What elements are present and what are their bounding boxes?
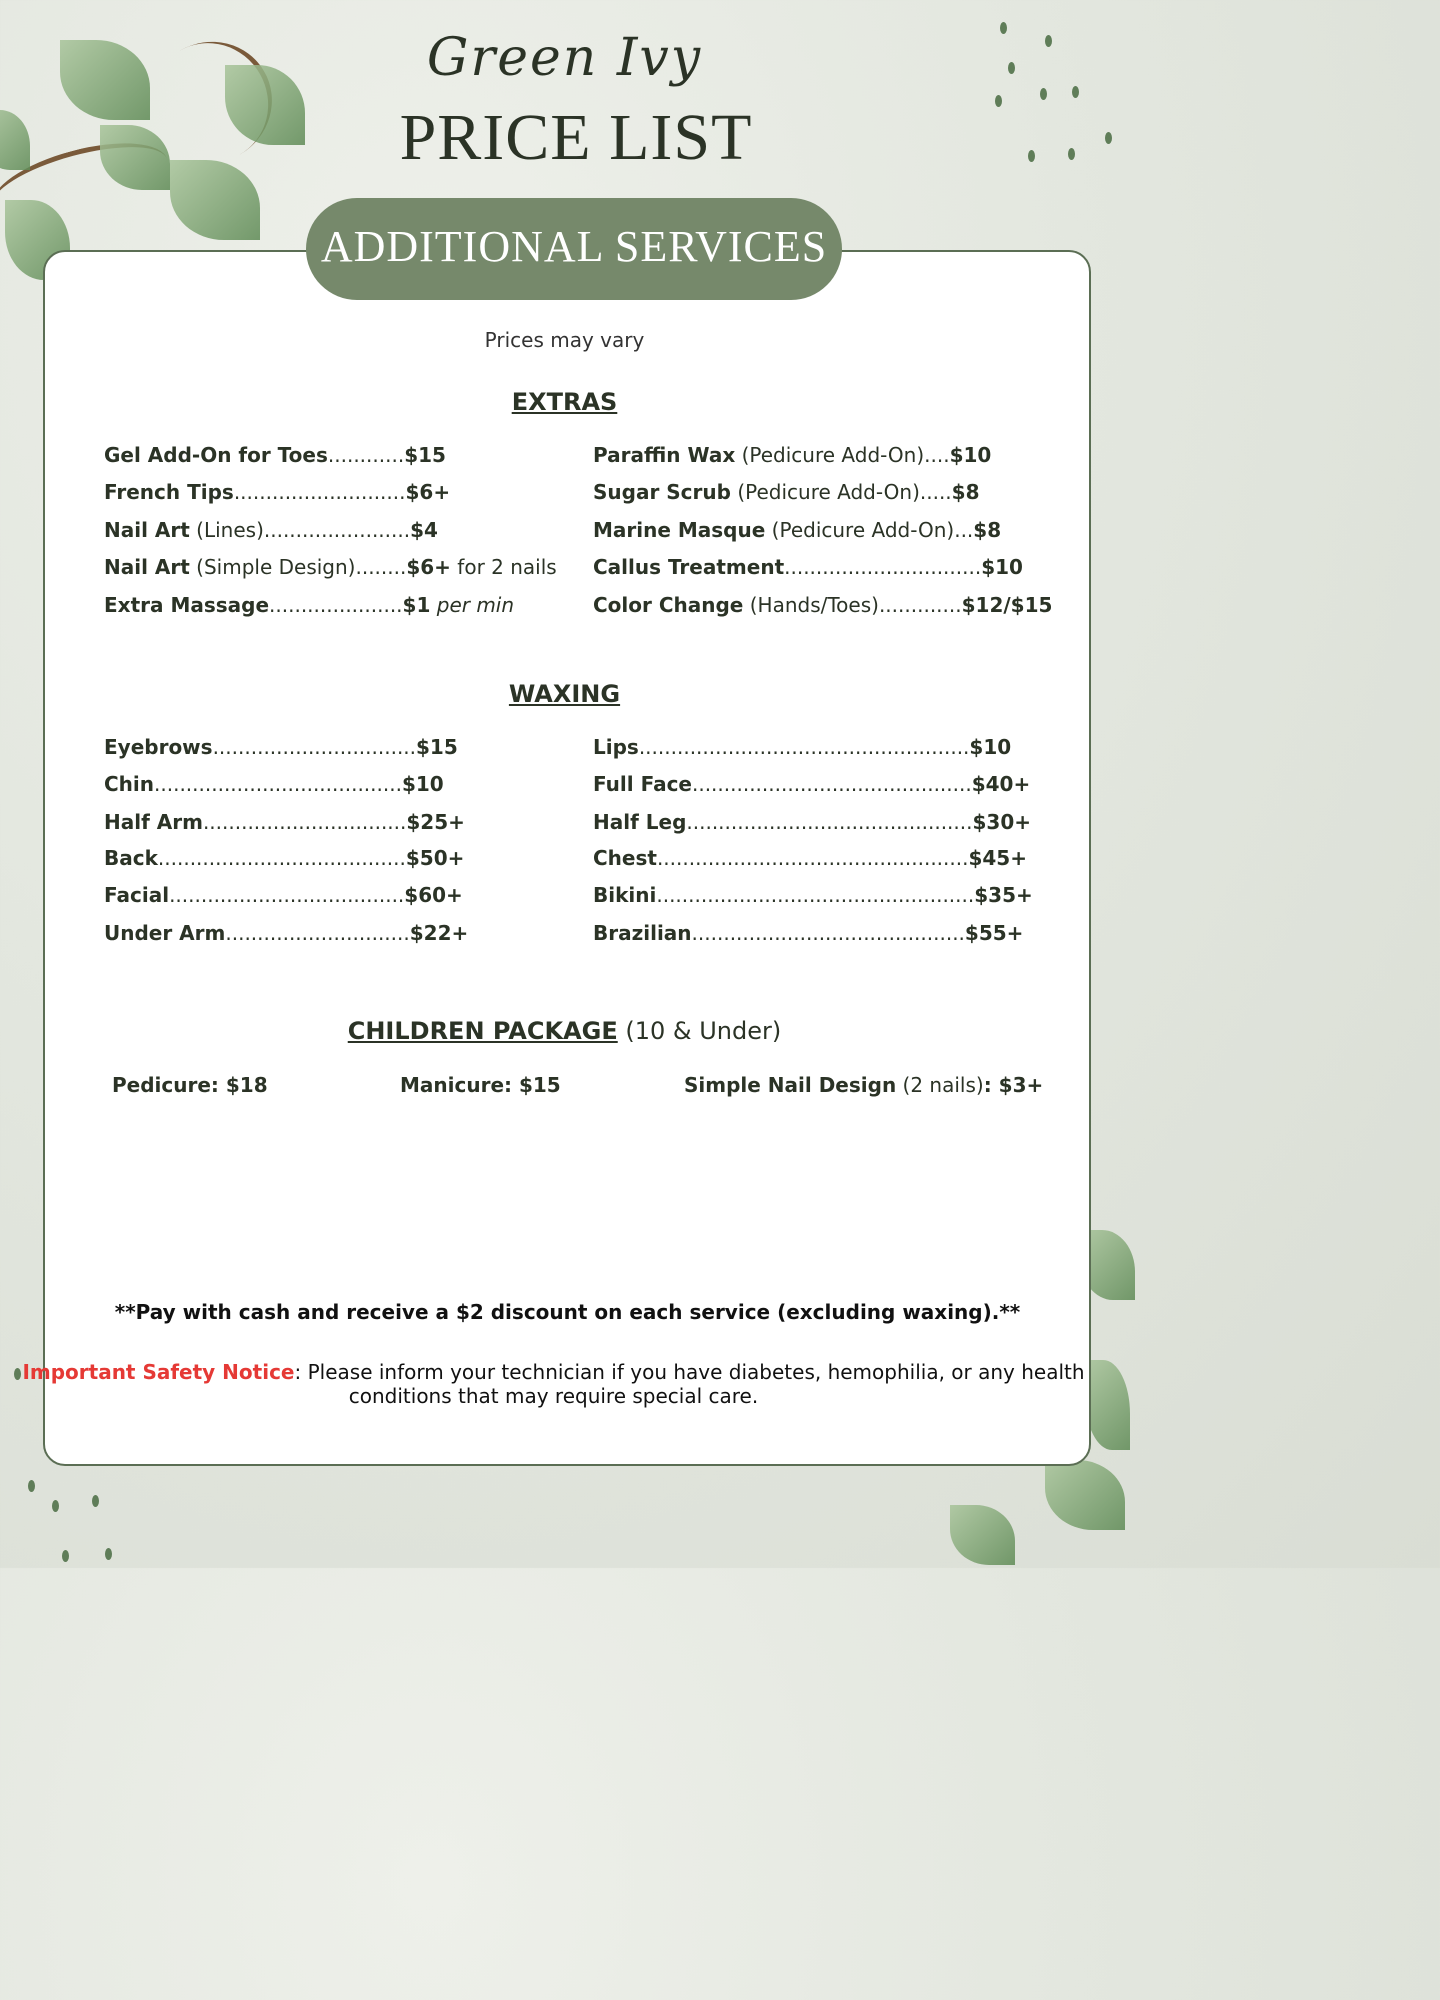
dot-decoration (62, 1550, 69, 1562)
list-item: Full Face............................................$40+ (593, 772, 1031, 796)
list-item: Extra Massage.....................$1 per min (104, 593, 515, 617)
dot-decoration (105, 1548, 112, 1560)
waxing-heading: WAXING (508, 680, 621, 708)
children-manicure: Manicure: $15 (400, 1073, 561, 1097)
list-item: Chest.................................................$45+ (593, 846, 1027, 870)
list-item: Brazilian...........................................$55+ (593, 921, 1024, 945)
brand-script-title: Green Ivy (426, 28, 703, 88)
list-item: Half Leg.............................................$30+ (593, 810, 1031, 834)
list-item: Under Arm.............................$22+ (104, 921, 469, 945)
children-pedicure: Pedicure: $18 (112, 1073, 268, 1097)
extras-heading: EXTRAS (511, 388, 618, 416)
list-item: Facial.....................................$60+ (104, 883, 463, 907)
list-item: Half Arm................................$25+ (104, 810, 465, 834)
list-item: French Tips...........................$6+ (104, 480, 451, 504)
page-title: PRICE LIST (399, 101, 753, 174)
list-item: Eyebrows................................$15 (104, 735, 458, 759)
children-heading: CHILDREN PACKAGE (10 & Under) (347, 1017, 782, 1045)
list-item: Nail Art (Simple Design)........$6+ for 2 nails (104, 555, 557, 579)
ivy-leaf-icon (1045, 1460, 1125, 1530)
list-item: Bikini..................................................$35+ (593, 883, 1033, 907)
dot-decoration (28, 1480, 35, 1492)
list-item: Marine Masque (Pedicure Add-On)...$8 (593, 518, 1002, 542)
list-item: Paraffin Wax (Pedicure Add-On)....$10 (593, 443, 992, 467)
list-item: Nail Art (Lines).......................$4 (104, 518, 438, 542)
dot-decoration (92, 1495, 99, 1507)
ivy-leaf-icon (950, 1505, 1015, 1565)
dot-decoration (1040, 88, 1047, 100)
section-banner: ADDITIONAL SERVICES (306, 198, 842, 300)
list-item: Callus Treatment...............................$10 (593, 555, 1023, 579)
list-item: Color Change (Hands/Toes).............$12/$15 (593, 593, 1053, 617)
dot-decoration (52, 1500, 59, 1512)
list-item: Sugar Scrub (Pedicure Add-On).....$8 (593, 480, 980, 504)
list-item: Lips....................................................$10 (593, 735, 1012, 759)
cash-discount-note: **Pay with cash and receive a $2 discount on each service (excluding waxing).** (114, 1300, 1021, 1324)
list-item: Back.......................................$50+ (104, 846, 465, 870)
children-nail-design: Simple Nail Design (2 nails): $3+ (684, 1073, 1044, 1097)
safety-notice: Important Safety Notice: Please inform your technician if you have diabetes, hemophilia, or any health conditions that may require special care. (22, 1360, 1085, 1408)
prices-note: Prices may vary (484, 328, 645, 352)
list-item: Chin.......................................$10 (104, 772, 444, 796)
list-item: Gel Add-On for Toes............$15 (104, 443, 446, 467)
